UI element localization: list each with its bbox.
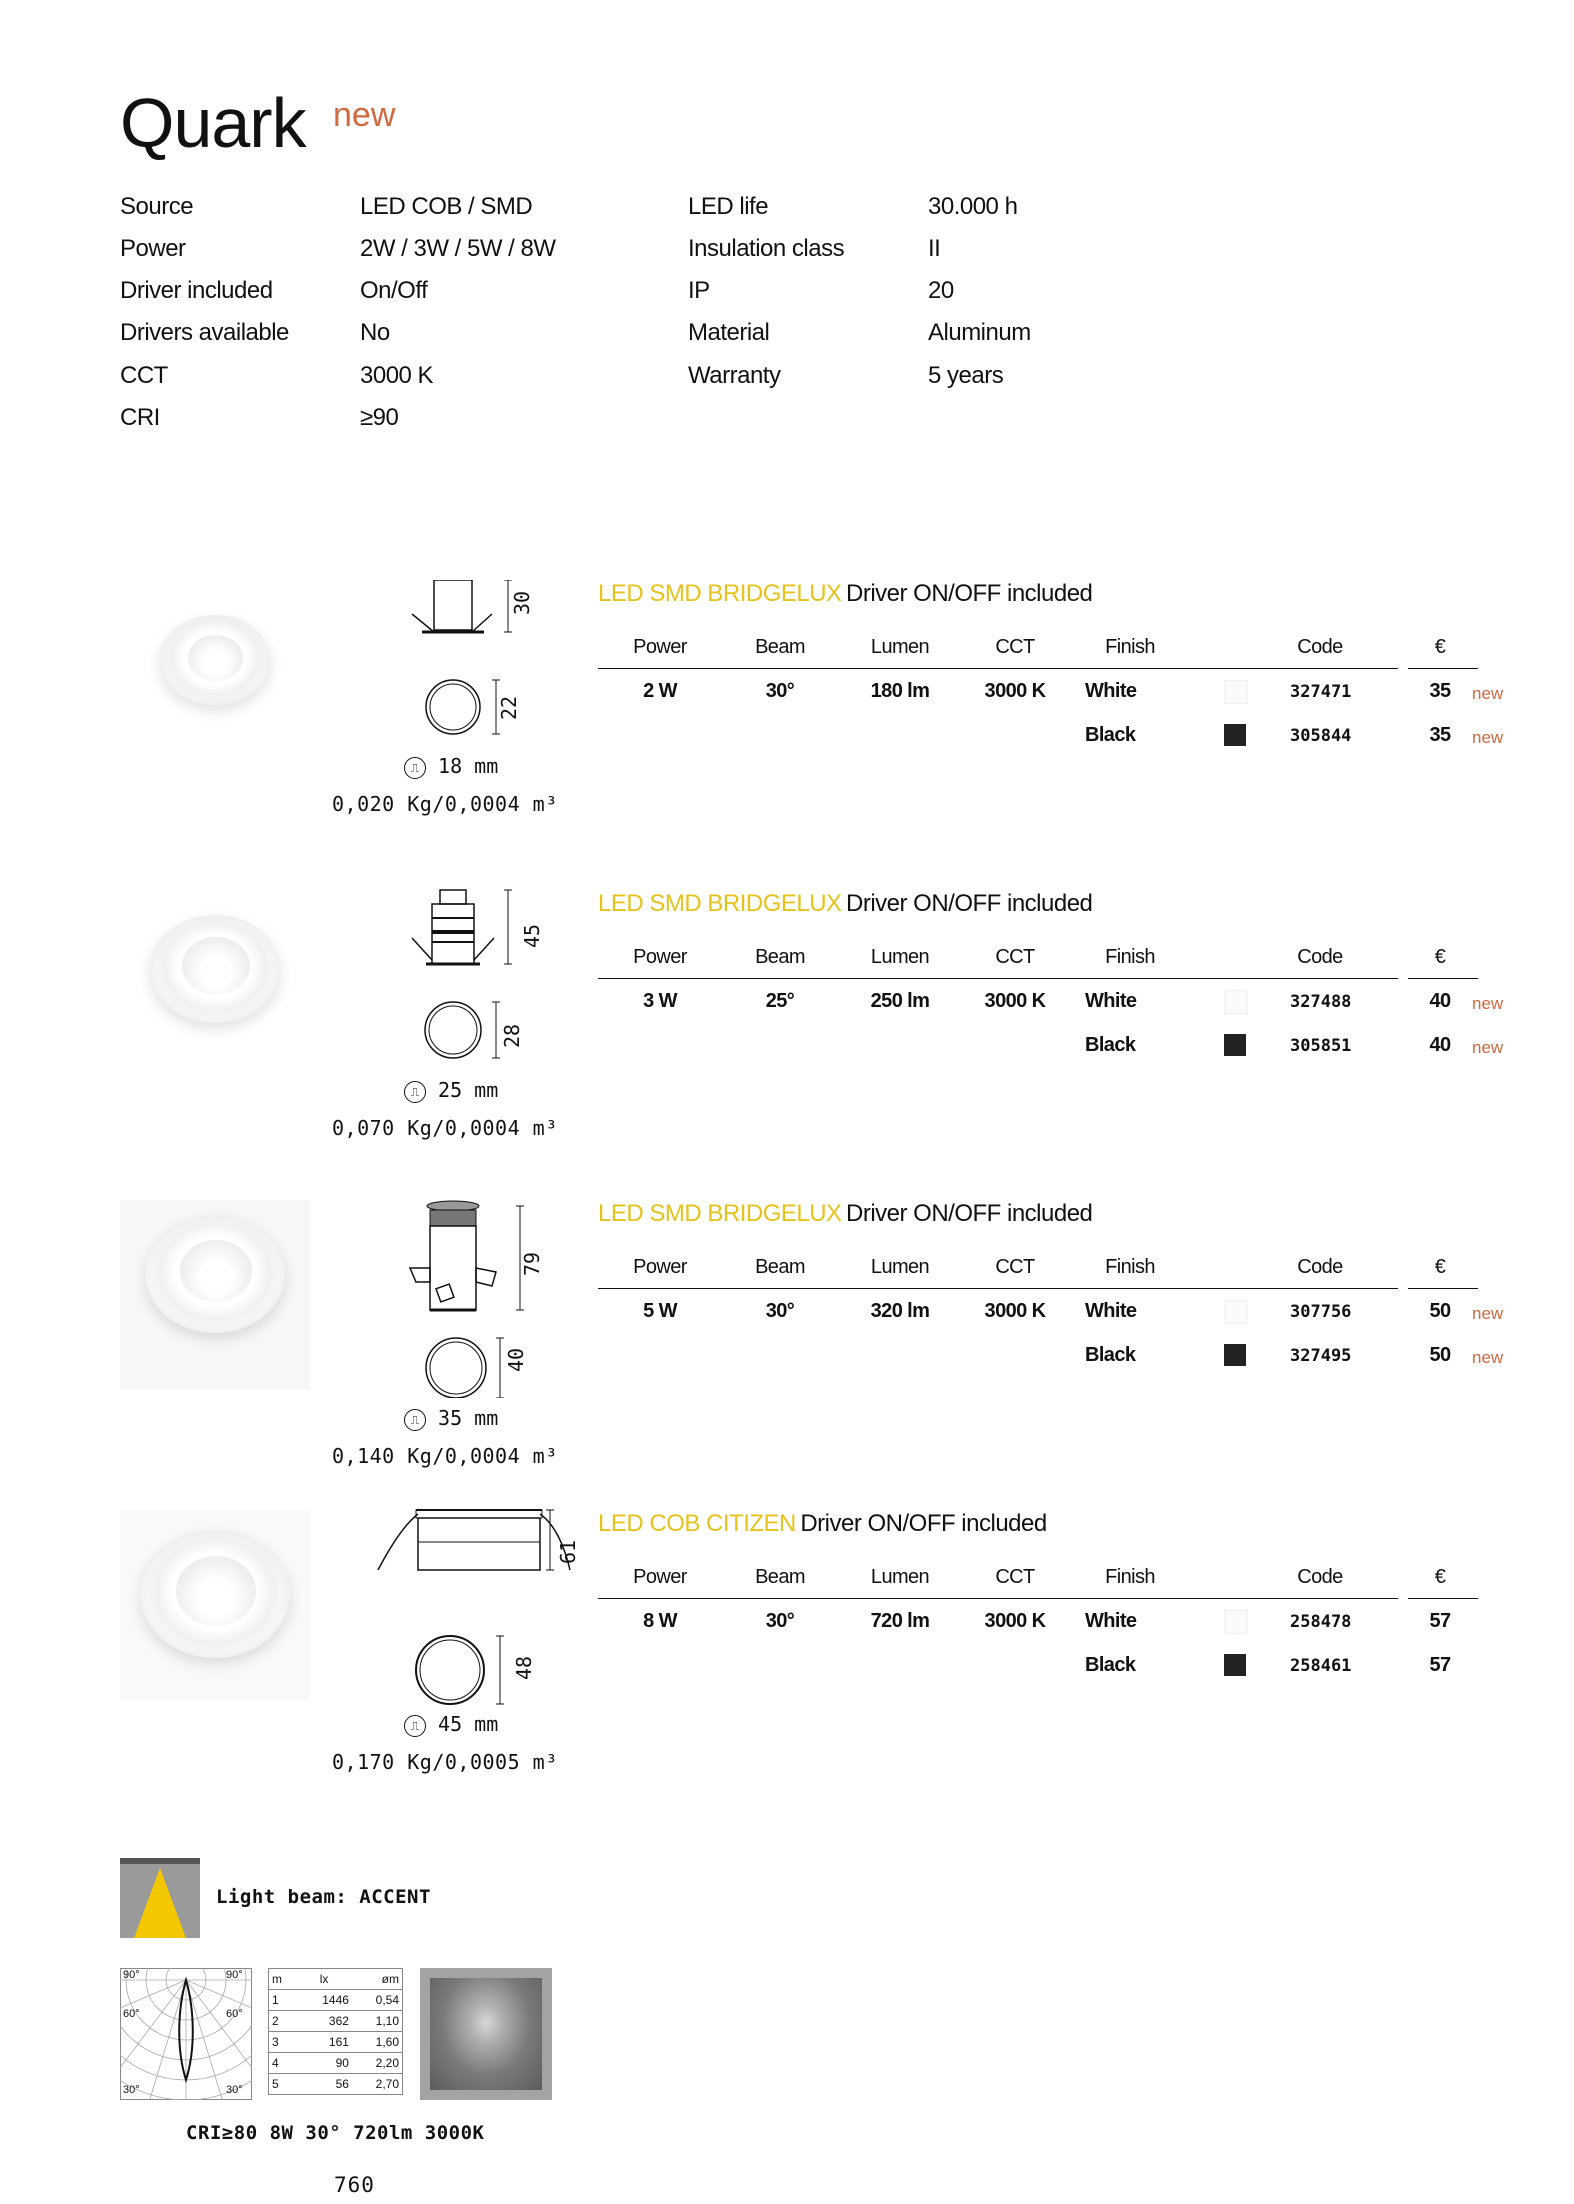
col-cct: CCT [995, 946, 1035, 968]
cell-price: 50 [1429, 1344, 1451, 1366]
cell-cct: 3000 K [984, 990, 1046, 1012]
col-finish: Finish [1105, 1566, 1155, 1588]
col-finish: Finish [1105, 1256, 1155, 1278]
lux-cell: 2,20 [352, 2053, 402, 2074]
product-photo [120, 1510, 310, 1700]
cell-finish: White [1085, 990, 1137, 1012]
col-cct: CCT [995, 1566, 1035, 1588]
cell-code: 258478 [1290, 1612, 1352, 1632]
diameter-dimension: 40 [504, 1347, 528, 1372]
cell-beam: 30° [765, 1300, 795, 1322]
cutout-line: ⎍ 25 mm [404, 1078, 498, 1103]
cell-price: 57 [1429, 1610, 1451, 1632]
spec-value: 30.000 h [928, 193, 1018, 220]
spec-label: Source [120, 193, 194, 220]
lux-cell: 362 [296, 2011, 352, 2032]
spec-label: Drivers available [120, 319, 289, 346]
product-section [0, 1190, 1574, 1510]
cutout-icon: ⎍ [404, 1081, 426, 1103]
height-dimension: 45 [520, 923, 544, 948]
dimension-drawing [400, 888, 560, 1068]
spec-value: LED COB / SMD [360, 193, 533, 220]
lux-cell: 1 [269, 1990, 296, 2011]
spec-label: Insulation class [688, 235, 845, 262]
col-price: € [1434, 1256, 1446, 1278]
cell-lumen: 720 lm [870, 1610, 930, 1632]
col-price: € [1434, 946, 1446, 968]
col-beam: Beam [755, 1566, 805, 1588]
finish-swatch-black [1224, 1034, 1246, 1056]
cell-price: 40 [1429, 1034, 1451, 1056]
product-heading [598, 890, 1092, 918]
cell-beam: 25° [765, 990, 795, 1012]
spec-label: Driver included [120, 277, 273, 304]
cutout-icon: ⎍ [404, 1715, 426, 1737]
new-badge: new [1472, 728, 1504, 747]
finish-swatch-white [1224, 1300, 1248, 1324]
spec-label: Warranty [688, 362, 781, 389]
cell-price: 35 [1429, 724, 1451, 746]
col-lumen: Lumen [870, 636, 930, 658]
product-heading [598, 1200, 1092, 1228]
new-badge: new [1472, 1304, 1504, 1323]
col-code: Code [1297, 946, 1343, 968]
cell-cct: 3000 K [984, 1610, 1046, 1632]
diameter-dimension: 28 [500, 1023, 524, 1048]
cell-code: 327471 [1290, 682, 1352, 702]
product-section [0, 1500, 1574, 1820]
spec-label: Material [688, 319, 770, 346]
col-code: Code [1297, 1256, 1343, 1278]
product-heading [598, 1510, 1047, 1538]
spec-value: 5 years [928, 362, 1004, 389]
col-cct: CCT [995, 1256, 1035, 1278]
light-source: LED COB CITIZEN [598, 1510, 796, 1537]
cell-finish: Black [1085, 1034, 1136, 1056]
dimension-drawing [400, 580, 560, 740]
col-lumen: Lumen [870, 1256, 930, 1278]
cutout-line: ⎍ 35 mm [404, 1406, 498, 1431]
new-badge: new [1472, 1038, 1504, 1057]
cell-price: 57 [1429, 1654, 1451, 1676]
cell-beam: 30° [765, 680, 795, 702]
spec-value: 20 [928, 277, 954, 304]
spec-label: IP [688, 277, 710, 304]
cell-code: 327495 [1290, 1346, 1352, 1366]
driver-info: Driver ON/OFF included [800, 1510, 1047, 1537]
cell-power: 3 W [643, 990, 677, 1012]
cell-lumen: 180 lm [870, 680, 930, 702]
new-badge: new [1472, 994, 1504, 1013]
spec-label: CCT [120, 362, 168, 389]
lux-cell: 1,60 [352, 2032, 402, 2053]
cell-code: 307756 [1290, 1302, 1352, 1322]
finish-swatch-black [1224, 1344, 1246, 1366]
col-beam: Beam [755, 636, 805, 658]
page-title: Quark [120, 84, 306, 162]
col-finish: Finish [1105, 636, 1155, 658]
col-price: € [1434, 636, 1446, 658]
col-cct: CCT [995, 636, 1035, 658]
spec-value: 3000 K [360, 362, 434, 389]
cutout-line: ⎍ 18 mm [404, 754, 498, 779]
weight-volume: 0,170 Kg/0,0005 m³ [332, 1750, 558, 1774]
col-price: € [1434, 1566, 1446, 1588]
polar-label: 60° [123, 2008, 140, 2020]
finish-swatch-black [1224, 724, 1246, 746]
finish-swatch-white [1224, 1610, 1248, 1634]
finish-swatch-white [1224, 990, 1248, 1014]
product-photo [120, 585, 310, 775]
lux-cell: 5 [269, 2074, 296, 2095]
cell-power: 8 W [643, 1610, 677, 1632]
lux-cell: 161 [296, 2032, 352, 2053]
spec-value: No [360, 319, 390, 346]
light-effect-photo [420, 1968, 552, 2100]
cell-code: 305851 [1290, 1036, 1352, 1056]
height-dimension: 61 [556, 1539, 580, 1564]
cell-finish: White [1085, 680, 1137, 702]
cell-lumen: 250 lm [870, 990, 930, 1012]
polar-label: 60° [226, 2008, 243, 2020]
lux-cell: 4 [269, 2053, 296, 2074]
title-new-badge: new [333, 96, 396, 134]
height-dimension: 79 [520, 1251, 544, 1276]
cutout-icon: ⎍ [404, 1409, 426, 1431]
col-finish: Finish [1105, 946, 1155, 968]
cell-price: 50 [1429, 1300, 1451, 1322]
lux-table [268, 1968, 403, 2095]
cell-cct: 3000 K [984, 1300, 1046, 1322]
driver-info: Driver ON/OFF included [846, 580, 1093, 607]
col-code: Code [1297, 1566, 1343, 1588]
product-section [0, 880, 1574, 1200]
lux-header-lx: lx [319, 1972, 329, 1986]
product-photo [120, 895, 310, 1085]
diameter-dimension: 48 [512, 1655, 536, 1680]
col-lumen: Lumen [870, 1566, 930, 1588]
cell-price: 40 [1429, 990, 1451, 1012]
diameter-dimension: 22 [497, 695, 521, 720]
product-section [0, 570, 1574, 890]
finish-swatch-white [1224, 680, 1248, 704]
light-source: LED SMD BRIDGELUX [598, 580, 842, 607]
lux-cell: 2 [269, 2011, 296, 2032]
light-source: LED SMD BRIDGELUX [598, 1200, 842, 1227]
cell-power: 5 W [643, 1300, 677, 1322]
lux-header-m: m [272, 1972, 282, 1986]
spec-value: Aluminum [928, 319, 1031, 346]
col-code: Code [1297, 636, 1343, 658]
light-beam-caption: CRI≥80 8W 30° 720lm 3000K [186, 2122, 485, 2144]
cell-finish: Black [1085, 1654, 1136, 1676]
weight-volume: 0,070 Kg/0,0004 m³ [332, 1116, 558, 1140]
new-badge: new [1472, 684, 1504, 703]
page-number: 760 [334, 2173, 375, 2197]
col-beam: Beam [755, 1256, 805, 1278]
lux-cell: 1446 [296, 1990, 352, 2011]
product-heading [598, 580, 1092, 608]
weight-volume: 0,140 Kg/0,0004 m³ [332, 1444, 558, 1468]
lux-cell: 56 [296, 2074, 352, 2095]
spec-value: 2W / 3W / 5W / 8W [360, 235, 556, 262]
cell-code: 258461 [1290, 1656, 1352, 1676]
new-badge: new [1472, 1348, 1504, 1367]
light-beam-label: Light beam: ACCENT [216, 1886, 431, 1908]
spec-label: LED life [688, 193, 769, 220]
cell-code: 305844 [1290, 726, 1352, 746]
lux-cell: 3 [269, 2032, 296, 2053]
cell-finish: White [1085, 1300, 1137, 1322]
col-power: Power [633, 946, 687, 968]
polar-label: 30° [226, 2084, 243, 2096]
product-photo [120, 1200, 310, 1390]
driver-info: Driver ON/OFF included [846, 1200, 1093, 1227]
polar-label: 90° [226, 1969, 243, 1981]
polar-diagram [120, 1968, 252, 2100]
cell-power: 2 W [643, 680, 677, 702]
cell-cct: 3000 K [984, 680, 1046, 702]
spec-value: On/Off [360, 277, 428, 304]
lux-cell: 2,70 [352, 2074, 402, 2095]
cutout-line: ⎍ 45 mm [404, 1712, 498, 1737]
cell-code: 327488 [1290, 992, 1352, 1012]
cell-beam: 30° [765, 1610, 795, 1632]
cell-finish: Black [1085, 1344, 1136, 1366]
col-power: Power [633, 636, 687, 658]
cutout-icon: ⎍ [404, 757, 426, 779]
lux-cell: 0,54 [352, 1990, 402, 2011]
dimension-drawing [400, 1198, 560, 1398]
light-source: LED SMD BRIDGELUX [598, 890, 842, 917]
light-beam-icon [120, 1858, 200, 1938]
cell-lumen: 320 lm [870, 1300, 930, 1322]
col-lumen: Lumen [870, 946, 930, 968]
height-dimension: 30 [510, 590, 534, 615]
driver-info: Driver ON/OFF included [846, 890, 1093, 917]
lux-cell: 90 [296, 2053, 352, 2074]
weight-volume: 0,020 Kg/0,0004 m³ [332, 792, 558, 816]
spec-label: CRI [120, 404, 160, 431]
cell-finish: Black [1085, 724, 1136, 746]
col-beam: Beam [755, 946, 805, 968]
finish-swatch-black [1224, 1654, 1246, 1676]
polar-label: 30° [123, 2084, 140, 2096]
cell-finish: White [1085, 1610, 1137, 1632]
spec-value: ≥90 [360, 404, 399, 431]
polar-label: 90° [123, 1969, 140, 1981]
spec-label: Power [120, 235, 186, 262]
col-power: Power [633, 1256, 687, 1278]
spec-value: II [928, 235, 941, 262]
lux-cell: 1,10 [352, 2011, 402, 2032]
col-power: Power [633, 1566, 687, 1588]
cell-price: 35 [1429, 680, 1451, 702]
lux-header-diameter: øm [381, 1972, 399, 1986]
